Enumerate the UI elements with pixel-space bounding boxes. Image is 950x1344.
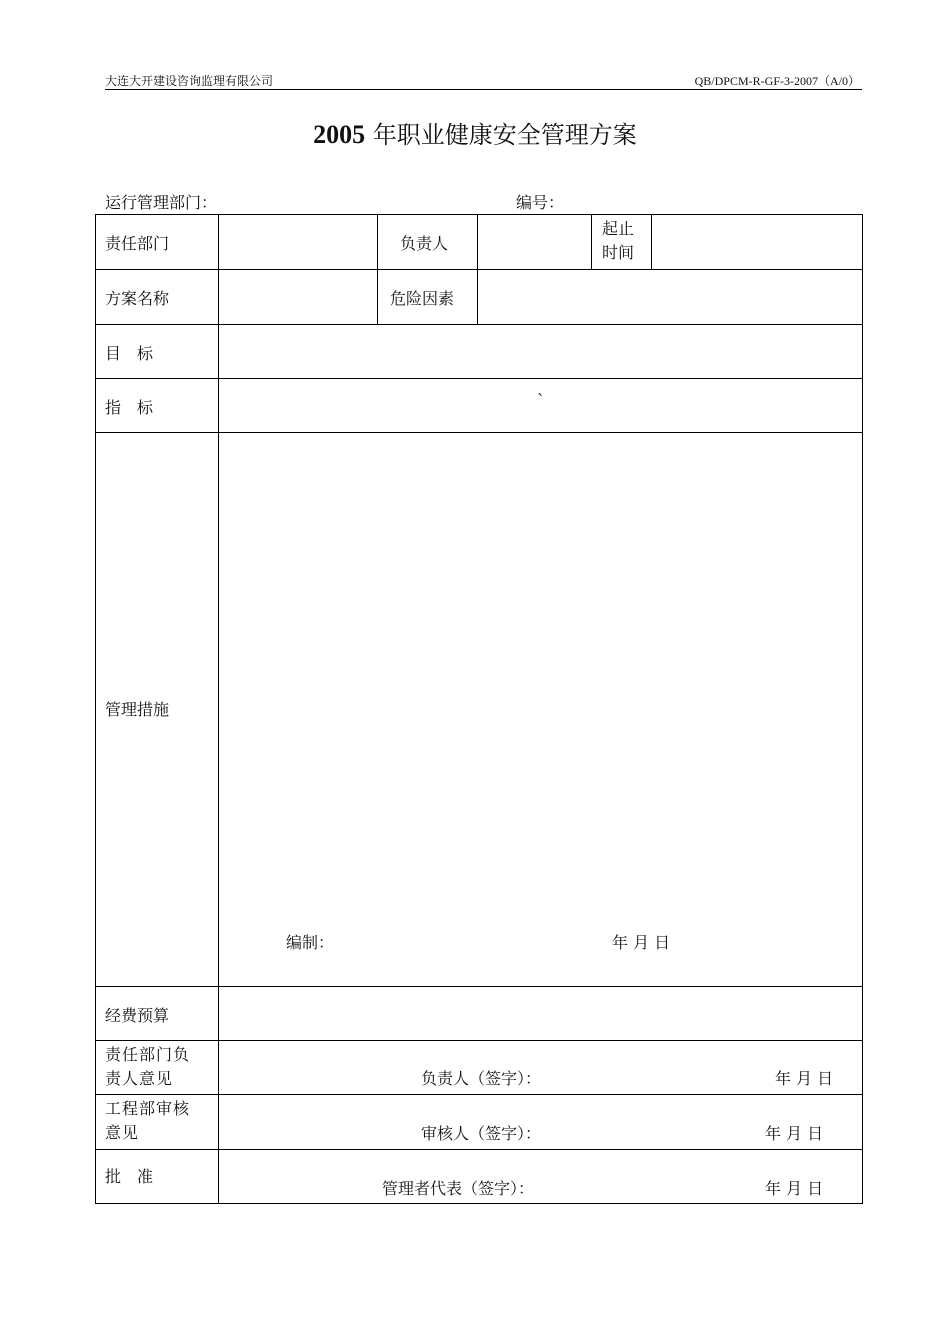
resp-dept-label-cell	[95, 214, 219, 270]
measures-label: 管理措施	[105, 700, 170, 719]
page-title	[0, 115, 950, 150]
measures-value[interactable]	[218, 432, 863, 987]
hazard-value[interactable]	[477, 269, 863, 325]
resp-sign-date: 年 月 日	[775, 1069, 834, 1088]
approve-value[interactable]	[218, 1149, 863, 1204]
budget-label: 经费预算	[105, 1006, 170, 1025]
eng-opinion-label	[105, 1097, 190, 1145]
person-in-charge-label: 负责人	[400, 234, 449, 253]
plan-name-label-cell	[95, 269, 219, 325]
eng-opinion-label-cell	[95, 1094, 219, 1150]
approve-label-cell	[95, 1149, 219, 1204]
plan-name-label: 方案名称	[105, 289, 170, 308]
approve-label: 批 准	[105, 1167, 154, 1186]
compiled-date: 年 月 日	[612, 933, 671, 952]
resp-opinion-label	[105, 1043, 190, 1091]
period-label-line2: 时间	[602, 243, 635, 262]
eng-sign-label: 审核人（签字）：	[421, 1124, 542, 1143]
eng-sign-date: 年 月 日	[765, 1124, 824, 1143]
period-label-line1: 起止	[602, 219, 635, 238]
title-text: 年职业健康安全管理方案	[372, 121, 637, 149]
goal-label-cell	[95, 324, 219, 379]
person-in-charge-value[interactable]	[477, 214, 592, 270]
company-name: 大连大开建设咨询监理有限公司	[105, 74, 274, 88]
header-rule	[105, 89, 862, 90]
resp-dept-value[interactable]	[218, 214, 378, 270]
hazard-label-cell	[377, 269, 478, 325]
eng-opinion-line1: 工程部审核	[105, 1099, 191, 1118]
indicator-mark: `	[537, 391, 545, 410]
goal-value[interactable]	[218, 324, 863, 379]
period-label-cell	[591, 214, 652, 270]
indicator-label: 指 标	[105, 398, 154, 417]
goal-label: 目 标	[105, 344, 154, 363]
indicator-label-cell	[95, 378, 219, 433]
dept-label: 运行管理部门：	[105, 193, 218, 212]
eng-opinion-line2: 意见	[105, 1123, 140, 1142]
title-year: 2005	[313, 120, 366, 149]
document-code: QB/DPCM-R-GF-3-2007（A/0）	[694, 74, 860, 88]
number-label: 编号：	[516, 193, 565, 212]
budget-value[interactable]	[218, 986, 863, 1041]
resp-opinion-line2: 责人意见	[105, 1069, 174, 1088]
plan-name-value[interactable]	[218, 269, 378, 325]
measures-label-cell	[95, 432, 219, 987]
period-value[interactable]	[651, 214, 863, 270]
period-label	[602, 217, 634, 265]
compiled-by-label: 编制：	[286, 933, 335, 952]
mgr-sign-label: 管理者代表（签字）：	[382, 1179, 535, 1198]
person-in-charge-label-cell	[377, 214, 478, 270]
resp-sign-label: 负责人（签字）：	[421, 1069, 542, 1088]
resp-opinion-line1: 责任部门负	[105, 1045, 191, 1064]
eng-opinion-value[interactable]	[218, 1094, 863, 1150]
mgr-sign-date: 年 月 日	[765, 1179, 824, 1198]
resp-opinion-value[interactable]	[218, 1040, 863, 1095]
hazard-label: 危险因素	[390, 289, 455, 308]
resp-opinion-label-cell	[95, 1040, 219, 1095]
resp-dept-label: 责任部门	[105, 234, 170, 253]
budget-label-cell	[95, 986, 219, 1041]
indicator-value[interactable]	[218, 378, 863, 433]
